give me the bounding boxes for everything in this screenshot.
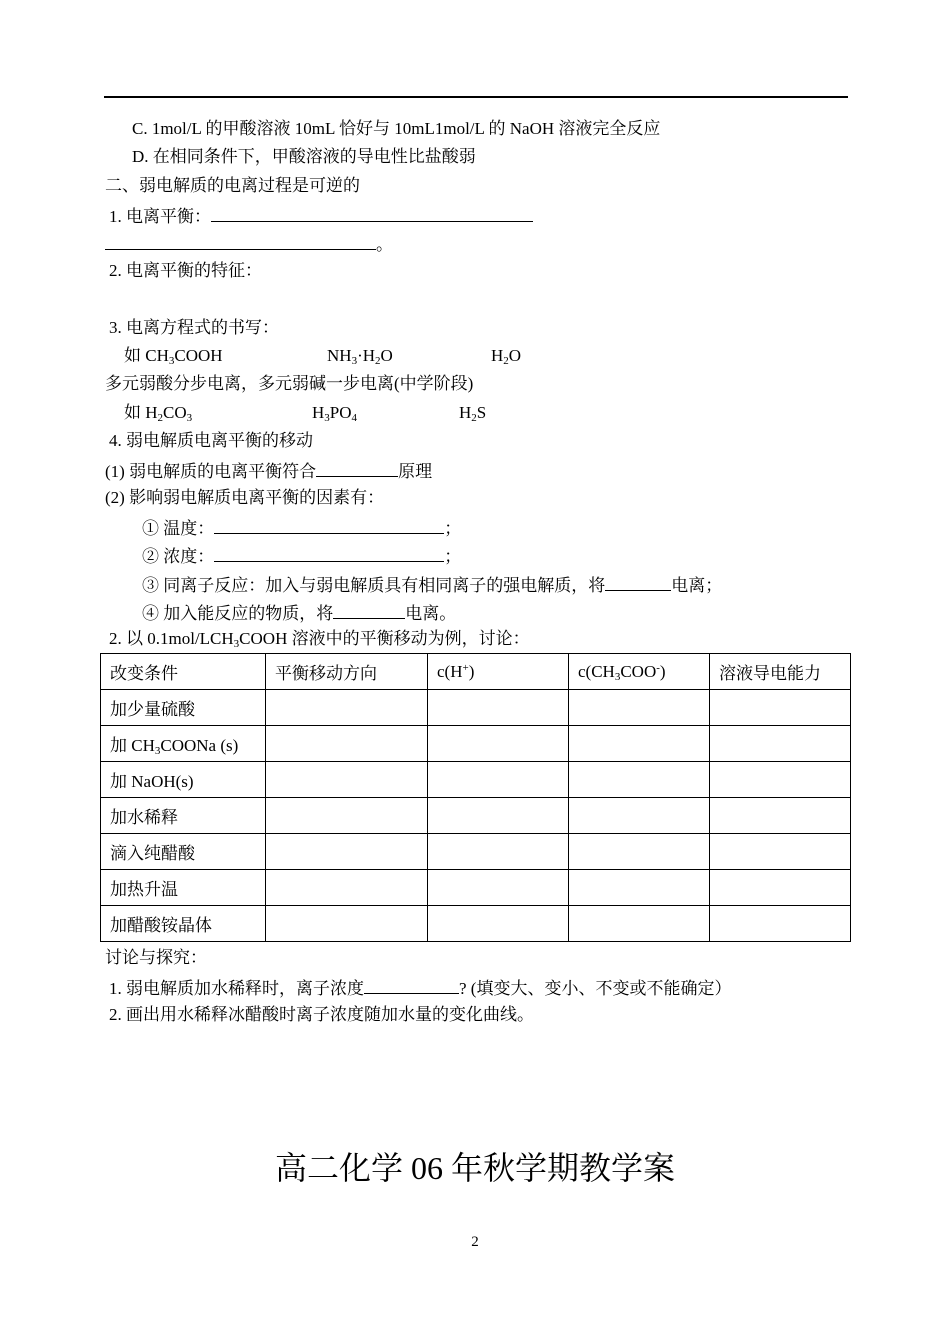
item-3: 3. 电离方程式的书写： xyxy=(109,318,279,337)
table-intro: 2. 以 $0.1mol/LCH_3COOH$ 溶液中的平衡移动为例，讨论： xyxy=(109,629,530,650)
answer-cell[interactable] xyxy=(710,798,851,834)
table-row xyxy=(101,834,851,870)
footer-title: 高二化学 06 年秋学期教学案 xyxy=(274,1150,675,1186)
formula-nh3h2o: $NH_3\cdot H_2O$ xyxy=(327,346,393,367)
answer-cell[interactable] xyxy=(428,726,569,762)
example-formulas-1: 如 $CH_3COOH$ xyxy=(124,346,223,367)
answer-cell[interactable] xyxy=(428,834,569,870)
item-2: 2. 电离平衡的特征： xyxy=(109,261,262,280)
condition-cell: 加醋酸铵晶体 xyxy=(101,906,266,942)
item-4: 4. 弱电解质电离平衡的移动 xyxy=(109,431,313,450)
condition-cell: 加热升温 xyxy=(101,870,266,906)
answer-cell[interactable] xyxy=(266,906,428,942)
item-1-continuation: 。 xyxy=(105,231,393,256)
answer-cell[interactable] xyxy=(710,690,851,726)
table-row xyxy=(101,870,851,906)
factor-reactant: ④ 加入能反应的物质，将 电离。 xyxy=(142,600,456,625)
table-row xyxy=(101,726,851,762)
answer-cell[interactable] xyxy=(569,798,710,834)
answer-cell[interactable] xyxy=(266,762,428,798)
answer-cell[interactable] xyxy=(569,690,710,726)
example-formulas-2: 如 $H_2CO_3$ xyxy=(124,403,193,424)
answer-cell[interactable] xyxy=(266,726,428,762)
condition-cell: 加 $CH_3COONa$ (s) xyxy=(101,726,266,762)
condition-cell: 加水稀释 xyxy=(101,798,266,834)
blank-line[interactable] xyxy=(364,975,459,994)
blank-line[interactable] xyxy=(211,203,533,222)
formula-h2s: $H_2S$ xyxy=(459,403,487,424)
factor-concentration: ② 浓度： ； xyxy=(142,543,461,568)
condition-cell: 加 NaOH(s) xyxy=(101,762,266,798)
answer-cell[interactable] xyxy=(569,906,710,942)
section-heading: 二、弱电解质的电离过程是可逆的 xyxy=(105,176,360,195)
option-c: C. 1mol/L 的甲酸溶液 10mL 恰好与 10mL1mol/L 的 NaOH 溶液完全反应 xyxy=(132,119,661,138)
factor-common-ion: ③ 同离子反应：加入与弱电解质具有相同离子的强电解质，将 电离； xyxy=(142,572,722,597)
discussion-q2: 2. 画出用水稀释冰醋酸时离子浓度随加水量的变化曲线。 xyxy=(109,1005,534,1024)
principle-line: (1) 弱电解质的电离平衡符合 原理 xyxy=(105,458,432,483)
blank-line[interactable] xyxy=(214,543,444,562)
answer-cell[interactable] xyxy=(428,906,569,942)
answer-cell[interactable] xyxy=(266,870,428,906)
condition-cell: 滴入纯醋酸 xyxy=(101,834,266,870)
answer-cell[interactable] xyxy=(266,834,428,870)
option-d: D. 在相同条件下，甲酸溶液的导电性比盐酸弱 xyxy=(132,147,476,166)
answer-cell[interactable] xyxy=(428,762,569,798)
answer-cell[interactable] xyxy=(428,798,569,834)
blank-line[interactable] xyxy=(333,600,405,619)
header-cell: c(H+) xyxy=(428,654,569,690)
page-number: 2 xyxy=(471,1234,479,1250)
discussion-q1: 1. 弱电解质加水稀释时，离子浓度 ? (填变大、变小、不变或不能确定） xyxy=(109,975,731,1000)
header-rule xyxy=(104,96,848,98)
blank-line[interactable] xyxy=(605,572,671,591)
answer-cell[interactable] xyxy=(710,906,851,942)
answer-cell[interactable] xyxy=(569,870,710,906)
answer-cell[interactable] xyxy=(266,798,428,834)
answer-cell[interactable] xyxy=(710,762,851,798)
answer-cell[interactable] xyxy=(710,834,851,870)
header-cell: 溶液导电能力 xyxy=(710,654,851,690)
table-row xyxy=(101,906,851,942)
blank-line[interactable] xyxy=(105,231,376,250)
factor-temperature: ① 温度： ； xyxy=(142,515,461,540)
blank-line[interactable] xyxy=(214,515,444,534)
table-header-row xyxy=(101,654,851,690)
answer-cell[interactable] xyxy=(569,726,710,762)
item-1: 1. 电离平衡： xyxy=(109,203,533,228)
answer-cell[interactable] xyxy=(569,762,710,798)
table-row xyxy=(101,690,851,726)
table-row xyxy=(101,798,851,834)
discussion-heading: 讨论与探究： xyxy=(105,948,207,967)
answer-cell[interactable] xyxy=(569,834,710,870)
formula-h2o: $H_2O$ xyxy=(491,346,522,367)
answer-cell[interactable] xyxy=(428,690,569,726)
blank-line[interactable] xyxy=(316,458,398,477)
factors-line: (2) 影响弱电解质电离平衡的因素有： xyxy=(105,488,385,507)
answer-cell[interactable] xyxy=(428,870,569,906)
equilibrium-table xyxy=(100,653,851,942)
multi-ionization: 多元弱酸分步电离，多元弱碱一步电离(中学阶段) xyxy=(105,374,474,393)
header-cell: $c(CH_3COO^-)$ xyxy=(569,654,710,690)
answer-cell[interactable] xyxy=(710,726,851,762)
header-cell: 改变条件 xyxy=(101,654,266,690)
formula-h3po4: $H_3PO_4$ xyxy=(312,403,358,424)
table-row xyxy=(101,762,851,798)
condition-cell: 加少量硫酸 xyxy=(101,690,266,726)
header-cell: 平衡移动方向 xyxy=(266,654,428,690)
answer-cell[interactable] xyxy=(710,870,851,906)
answer-cell[interactable] xyxy=(266,690,428,726)
